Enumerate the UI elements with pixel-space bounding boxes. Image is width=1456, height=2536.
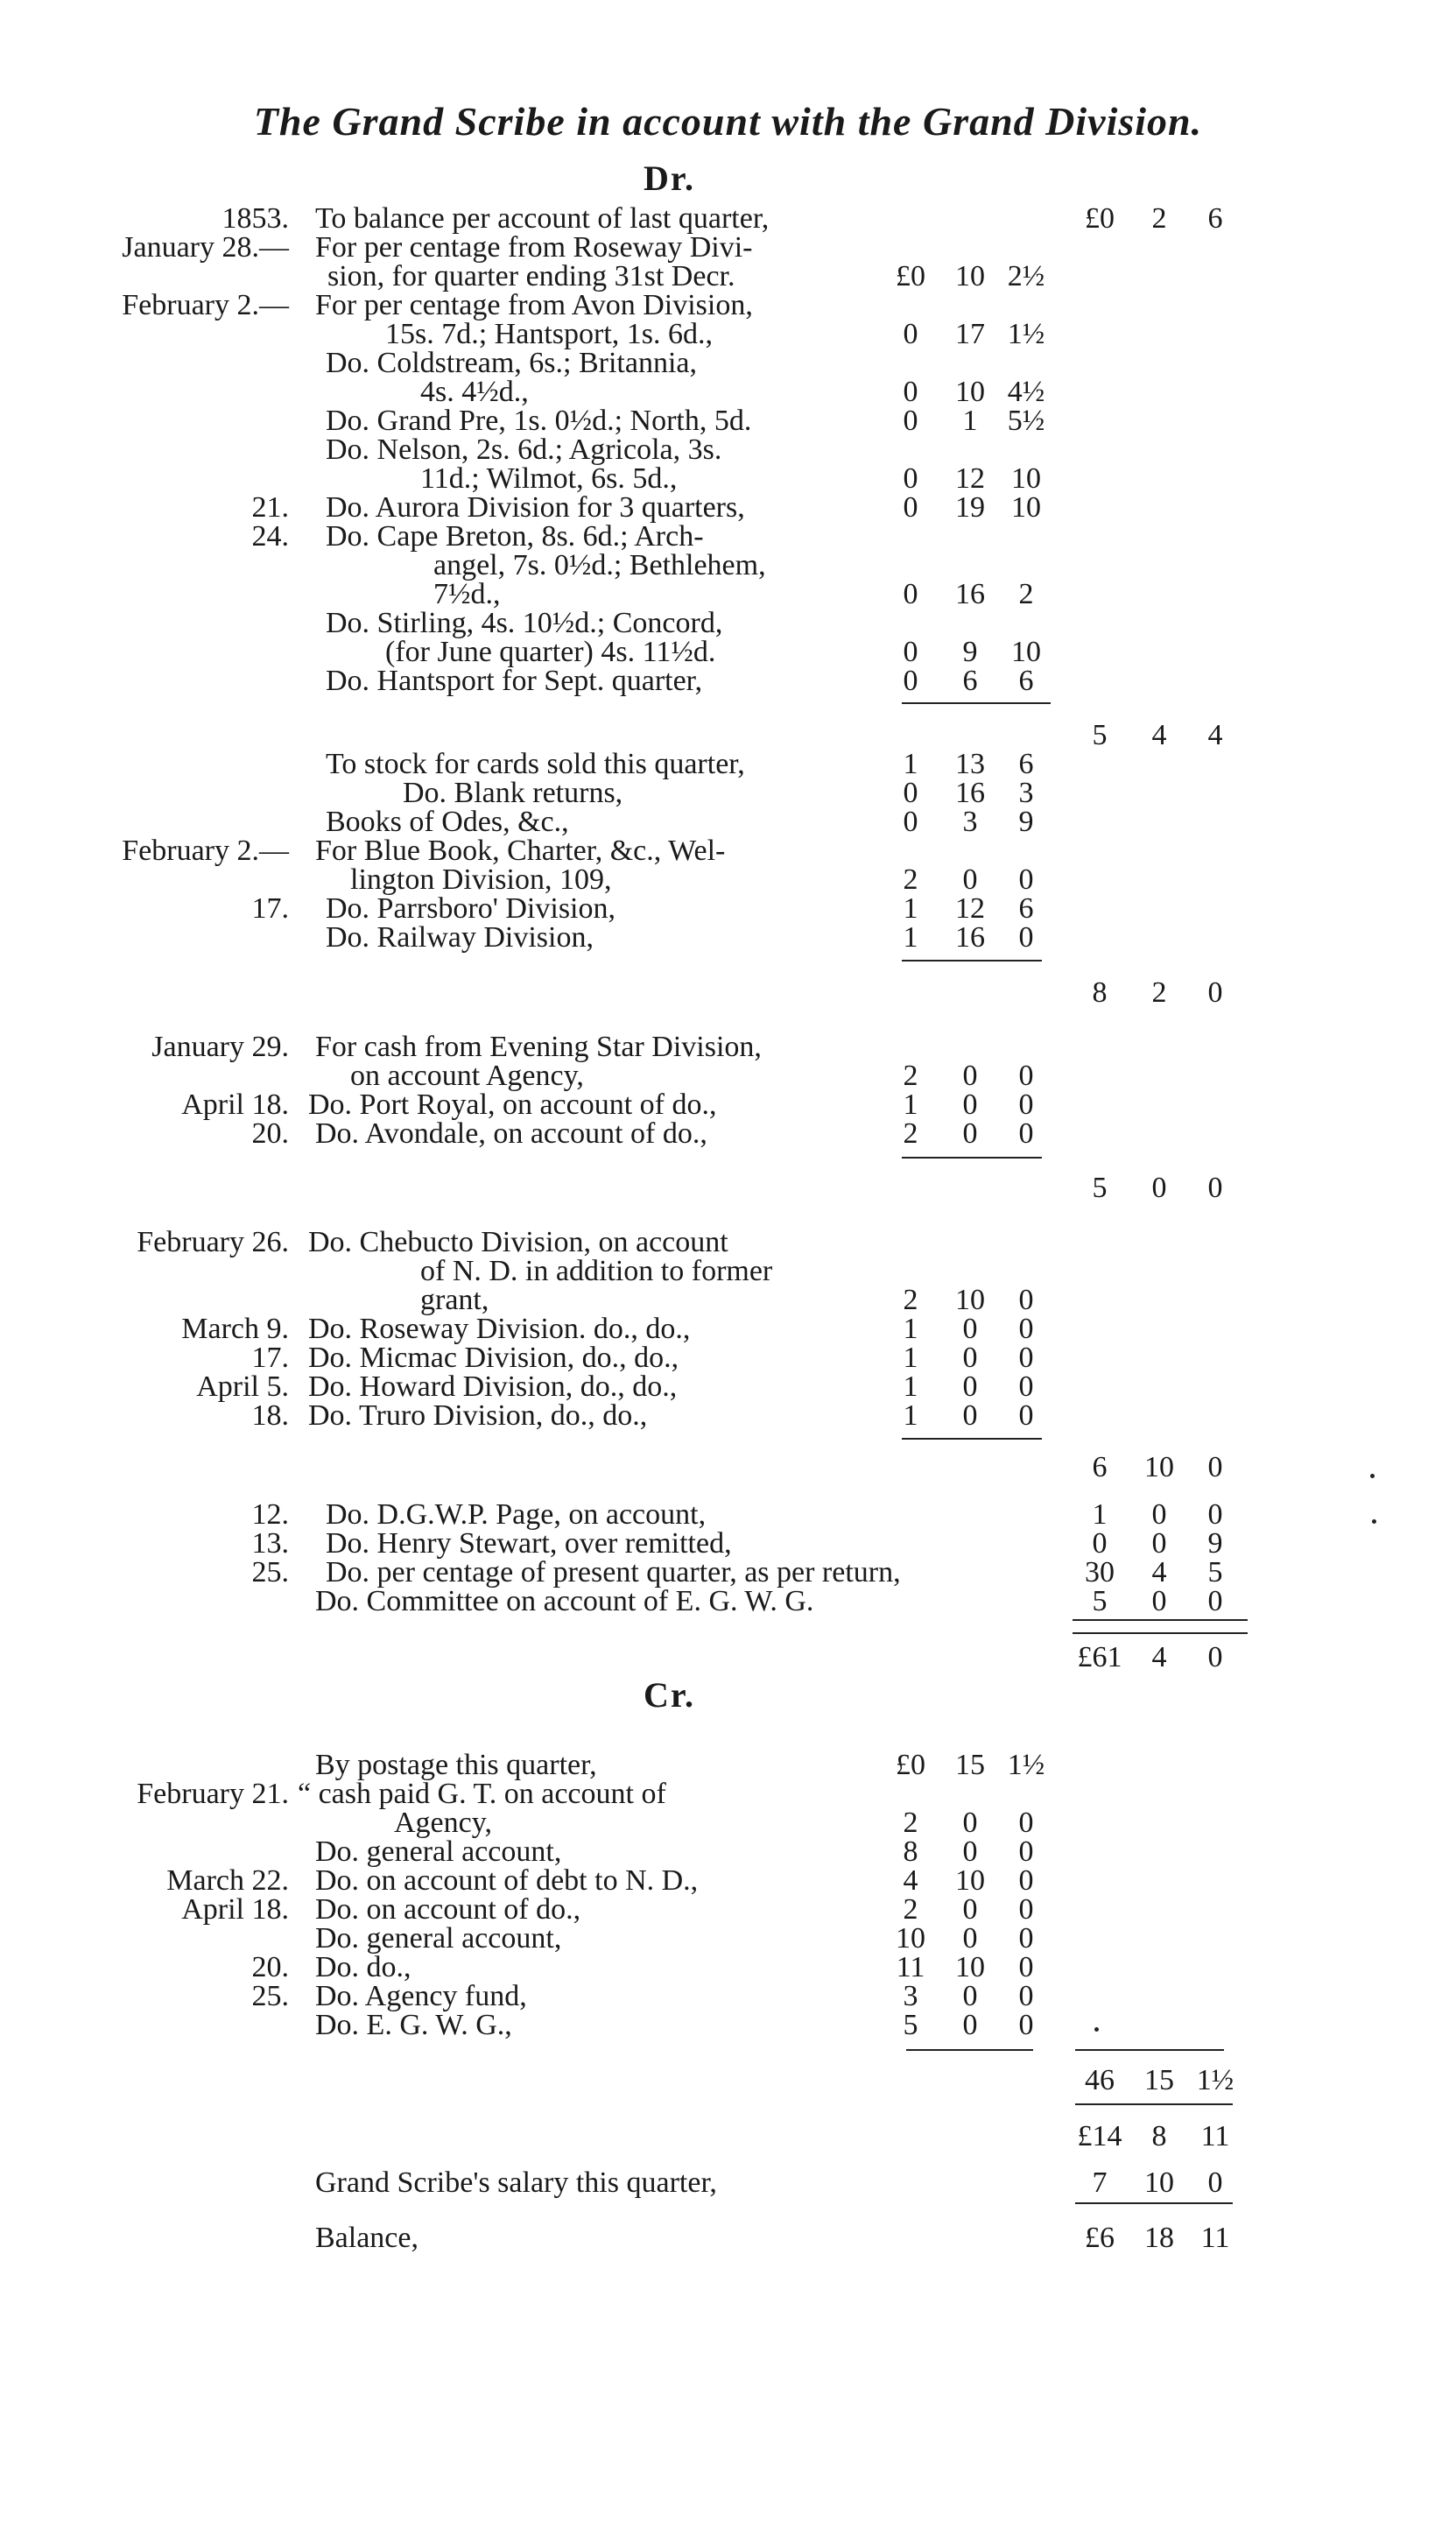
entry-description: For per centage from Roseway Divi-: [315, 231, 753, 264]
amount-shillings: 16: [955, 921, 985, 954]
amount-pounds: 0: [903, 491, 918, 524]
entry-date: 21.: [251, 491, 289, 524]
total-pence: 0: [1207, 1451, 1223, 1483]
amount-pence: 5½: [1007, 405, 1045, 437]
ink-speck: [1370, 1474, 1375, 1478]
entry-description: 4s. 4½d.,: [420, 376, 529, 408]
entry-description: Do. Stirling, 4s. 10½d.; Concord,: [326, 607, 723, 639]
total-shillings: 10: [1144, 2166, 1174, 2199]
entry-date: 20.: [251, 1117, 289, 1150]
total-shillings: 4: [1151, 1641, 1167, 1673]
amount-pounds: 2: [903, 1893, 918, 1926]
amount-pence: 0: [1018, 1284, 1034, 1316]
entry-description: Do. Parrsboro' Division,: [326, 892, 616, 925]
entry-description: sion, for quarter ending 31st Decr.: [327, 260, 735, 292]
entry-date: February 26.: [137, 1226, 289, 1258]
entry-description: Do. on account of do.,: [315, 1893, 581, 1926]
total-pence: 4: [1207, 719, 1223, 751]
entry-description: Do. per centage of present quarter, as per return,: [326, 1556, 901, 1589]
amount-pounds: 2: [903, 1060, 918, 1092]
entry-date: April 18.: [181, 1893, 289, 1926]
amount-pounds: 1: [903, 1342, 918, 1374]
amount-shillings: 0: [962, 1313, 978, 1345]
entry-description: By postage this quarter,: [315, 1749, 597, 1781]
entry-description: Do. Blank returns,: [403, 777, 623, 809]
amount-pounds: 0: [903, 376, 918, 408]
amount-pounds: 1: [903, 921, 918, 954]
total-pence: 0: [1207, 1498, 1223, 1531]
entry-description: Do. Hantsport for Sept. quarter,: [326, 665, 703, 697]
entry-description: Do. Micmac Division, do., do.,: [308, 1342, 679, 1374]
sum-rule: [1073, 1619, 1248, 1621]
total-pence: 0: [1207, 1585, 1223, 1617]
total-shillings: 0: [1151, 1585, 1167, 1617]
entry-description: Grand Scribe's salary this quarter,: [315, 2166, 717, 2199]
amount-pounds: 1: [903, 1370, 918, 1403]
entry-description: of N. D. in addition to former: [420, 1255, 773, 1287]
amount-pence: 10: [1011, 491, 1041, 524]
amount-shillings: 10: [955, 1284, 985, 1316]
entry-description: Do. Cape Breton, 8s. 6d.; Arch-: [326, 520, 704, 553]
amount-shillings: 16: [955, 777, 985, 809]
entry-description: Do. Grand Pre, 1s. 0½d.; North, 5d.: [326, 405, 752, 437]
entry-date: April 5.: [196, 1370, 289, 1403]
amount-shillings: 9: [962, 636, 978, 668]
total-pounds: 0: [1092, 1527, 1108, 1560]
amount-shillings: 16: [955, 578, 985, 610]
amount-pounds: 2: [903, 1284, 918, 1316]
amount-pence: 9: [1018, 806, 1034, 838]
entry-date: 24.: [251, 520, 289, 553]
total-pence: 0: [1207, 1172, 1223, 1204]
amount-pounds: 8: [903, 1835, 918, 1868]
total-pounds: 7: [1092, 2166, 1108, 2199]
total-pence: 0: [1207, 2166, 1223, 2199]
amount-shillings: 6: [962, 665, 978, 697]
amount-pounds: 4: [903, 1864, 918, 1897]
entry-date: 17.: [251, 1342, 289, 1374]
entry-description: 15s. 7d.; Hantsport, 1s. 6d.,: [385, 318, 713, 350]
entry-description: To stock for cards sold this quarter,: [326, 748, 745, 780]
amount-shillings: 10: [955, 1951, 985, 1983]
total-shillings: 2: [1151, 202, 1167, 235]
entry-description: “ cash paid G. T. on account of: [298, 1778, 666, 1810]
sum-rule: [1073, 1632, 1248, 1634]
amount-pence: 10: [1011, 462, 1041, 495]
amount-shillings: 12: [955, 462, 985, 495]
entry-date: March 9.: [181, 1313, 289, 1345]
total-pence: 1½: [1196, 2064, 1234, 2096]
amount-pounds: 5: [903, 2009, 918, 2041]
amount-pence: 0: [1018, 1399, 1034, 1432]
amount-pence: 2½: [1007, 260, 1045, 292]
amount-shillings: 1: [962, 405, 978, 437]
amount-pence: 4½: [1007, 376, 1045, 408]
amount-pounds: £0: [896, 1749, 925, 1781]
total-shillings: 2: [1151, 976, 1167, 1009]
entry-description: Do. Coldstream, 6s.; Britannia,: [326, 347, 698, 379]
entry-description: (for June quarter) 4s. 11½d.: [385, 636, 716, 668]
page-title: The Grand Scribe in account with the Grand Division.: [253, 99, 1203, 144]
total-pounds: 8: [1092, 976, 1108, 1009]
amount-pounds: 2: [903, 863, 918, 896]
amount-pounds: 1: [903, 1088, 918, 1121]
amount-pence: 0: [1018, 1807, 1034, 1839]
entry-date: February 21.: [137, 1778, 289, 1810]
entry-date: 12.: [251, 1498, 289, 1531]
total-shillings: 0: [1151, 1172, 1167, 1204]
amount-pence: 0: [1018, 1893, 1034, 1926]
amount-shillings: 0: [962, 1117, 978, 1150]
total-pence: 11: [1200, 2222, 1230, 2254]
ink-speck: [1372, 1519, 1376, 1524]
entry-description: Do. D.G.W.P. Page, on account,: [326, 1498, 707, 1531]
entry-date: January 28.—: [122, 231, 289, 264]
entry-date: April 18.: [181, 1088, 289, 1121]
amount-pence: 1½: [1007, 1749, 1045, 1781]
amount-pence: 0: [1018, 1980, 1034, 2012]
entry-description: Books of Odes, &c.,: [326, 806, 569, 838]
amount-pounds: 3: [903, 1980, 918, 2012]
entry-description: angel, 7s. 0½d.; Bethlehem,: [433, 549, 766, 581]
entry-description: Do. Nelson, 2s. 6d.; Agricola, 3s.: [326, 433, 722, 466]
amount-shillings: 10: [955, 1864, 985, 1897]
total-pence: 11: [1200, 2120, 1230, 2152]
total-shillings: 10: [1144, 1451, 1174, 1483]
sum-rule: [1075, 2202, 1233, 2204]
amount-pence: 0: [1018, 1922, 1034, 1955]
amount-pence: 6: [1018, 892, 1034, 925]
sum-rule: [902, 960, 1042, 962]
amount-pence: 0: [1018, 1342, 1034, 1374]
total-pounds: 5: [1092, 1585, 1108, 1617]
amount-pence: 6: [1018, 748, 1034, 780]
amount-shillings: 0: [962, 1980, 978, 2012]
amount-shillings: 19: [955, 491, 985, 524]
amount-shillings: 0: [962, 1399, 978, 1432]
amount-pence: 0: [1018, 1313, 1034, 1345]
entry-description: Agency,: [394, 1807, 493, 1839]
amount-pounds: 0: [903, 806, 918, 838]
entry-description: Do. general account,: [315, 1835, 562, 1868]
entry-date: 1853.: [222, 202, 289, 235]
credit-heading: Cr.: [644, 1675, 695, 1715]
amount-pence: 0: [1018, 1370, 1034, 1403]
entry-description: 11d.; Wilmot, 6s. 5d.,: [420, 462, 678, 495]
entry-description: Do. Aurora Division for 3 quarters,: [326, 491, 745, 524]
amount-shillings: 15: [955, 1749, 985, 1781]
total-pounds: 6: [1092, 1451, 1108, 1483]
entry-description: Do. Railway Division,: [326, 921, 594, 954]
total-pence: 9: [1207, 1527, 1223, 1560]
entry-description: Do. Avondale, on account of do.,: [315, 1117, 707, 1150]
entry-description: Do. Agency fund,: [315, 1980, 527, 2012]
amount-shillings: 0: [962, 863, 978, 896]
total-pounds: 5: [1092, 1172, 1108, 1204]
amount-pence: 0: [1018, 1088, 1034, 1121]
entry-date: January 29.: [151, 1031, 289, 1063]
entry-description: Do. on account of debt to N. D.,: [315, 1864, 699, 1897]
sum-rule: [1075, 2049, 1224, 2051]
amount-pounds: 2: [903, 1807, 918, 1839]
amount-pence: 6: [1018, 665, 1034, 697]
amount-pounds: 0: [903, 777, 918, 809]
amount-pounds: £0: [896, 260, 925, 292]
amount-shillings: 0: [962, 1370, 978, 1403]
total-pounds: 1: [1092, 1498, 1108, 1531]
entry-date: 20.: [251, 1951, 289, 1983]
entry-date: 25.: [251, 1980, 289, 2012]
total-pounds: £6: [1085, 2222, 1115, 2254]
amount-pounds: 2: [903, 1117, 918, 1150]
total-shillings: 0: [1151, 1498, 1167, 1531]
amount-pounds: 1: [903, 1399, 918, 1432]
amount-pence: 0: [1018, 1864, 1034, 1897]
amount-pounds: 0: [903, 665, 918, 697]
amount-pounds: 0: [903, 636, 918, 668]
entry-description: Do. Henry Stewart, over remitted,: [326, 1527, 732, 1560]
total-pounds: £14: [1077, 2120, 1122, 2152]
amount-shillings: 10: [955, 376, 985, 408]
amount-pounds: 1: [903, 748, 918, 780]
amount-pounds: 1: [903, 892, 918, 925]
sum-rule: [906, 2049, 1033, 2051]
total-pounds: £0: [1085, 202, 1115, 235]
sum-rule: [902, 702, 1051, 704]
total-pence: 0: [1207, 1641, 1223, 1673]
amount-shillings: 0: [962, 1088, 978, 1121]
entry-description: Do. do.,: [315, 1951, 411, 1983]
total-shillings: 0: [1151, 1527, 1167, 1560]
entry-date: 18.: [251, 1399, 289, 1432]
entry-description: For Blue Book, Charter, &c., Wel-: [315, 835, 726, 867]
amount-shillings: 13: [955, 748, 985, 780]
total-pounds: £61: [1077, 1641, 1122, 1673]
amount-pence: 0: [1018, 863, 1034, 896]
entry-description: For per centage from Avon Division,: [315, 289, 753, 321]
amount-shillings: 0: [962, 1807, 978, 1839]
total-shillings: 4: [1151, 1556, 1167, 1589]
amount-pence: 1½: [1007, 318, 1045, 350]
amount-pounds: 11: [896, 1951, 925, 1983]
amount-shillings: 0: [962, 2009, 978, 2041]
entry-date: February 2.—: [122, 835, 289, 867]
ink-speck: [1094, 2027, 1099, 2032]
entry-date: 13.: [251, 1527, 289, 1560]
total-pounds: 30: [1085, 1556, 1115, 1589]
entry-description: For cash from Evening Star Division,: [315, 1031, 762, 1063]
total-shillings: 4: [1151, 719, 1167, 751]
amount-pounds: 10: [896, 1922, 925, 1955]
entry-description: Do. Howard Division, do., do.,: [308, 1370, 678, 1403]
amount-shillings: 0: [962, 1893, 978, 1926]
amount-pounds: 0: [903, 405, 918, 437]
entry-description: To balance per account of last quarter,: [315, 202, 770, 235]
amount-pence: 0: [1018, 1835, 1034, 1868]
entry-description: Do. general account,: [315, 1922, 562, 1955]
amount-pounds: 1: [903, 1313, 918, 1345]
amount-pence: 0: [1018, 2009, 1034, 2041]
amount-pounds: 0: [903, 578, 918, 610]
total-pence: 5: [1207, 1556, 1223, 1589]
entry-description: on account Agency,: [350, 1060, 584, 1092]
amount-shillings: 12: [955, 892, 985, 925]
sum-rule: [1075, 2103, 1233, 2105]
entry-description: Do. Chebucto Division, on account: [308, 1226, 728, 1258]
entry-description: Do. E. G. W. G.,: [315, 2009, 512, 2041]
amount-pence: 0: [1018, 921, 1034, 954]
entry-description: Do. Port Royal, on account of do.,: [308, 1088, 717, 1121]
amount-shillings: 17: [955, 318, 985, 350]
entry-date: 17.: [251, 892, 289, 925]
amount-pence: 10: [1011, 636, 1041, 668]
amount-shillings: 10: [955, 260, 985, 292]
entry-description: 7½d.,: [433, 578, 501, 610]
entry-date: 25.: [251, 1556, 289, 1589]
entry-description: Do. Roseway Division. do., do.,: [308, 1313, 691, 1345]
amount-shillings: 0: [962, 1060, 978, 1092]
sum-rule: [902, 1438, 1042, 1440]
amount-shillings: 0: [962, 1342, 978, 1374]
entry-description: Balance,: [315, 2222, 419, 2254]
entry-description: Do. Truro Division, do., do.,: [308, 1399, 648, 1432]
amount-pence: 0: [1018, 1951, 1034, 1983]
total-shillings: 15: [1144, 2064, 1174, 2096]
amount-pence: 3: [1018, 777, 1034, 809]
total-shillings: 18: [1144, 2222, 1174, 2254]
amount-pence: 0: [1018, 1117, 1034, 1150]
entry-description: Do. Committee on account of E. G. W. G.: [315, 1585, 814, 1617]
total-shillings: 8: [1151, 2120, 1167, 2152]
amount-shillings: 0: [962, 1922, 978, 1955]
amount-shillings: 0: [962, 1835, 978, 1868]
entry-date: March 22.: [166, 1864, 289, 1897]
entry-description: grant,: [420, 1284, 489, 1316]
amount-pounds: 0: [903, 318, 918, 350]
debit-heading: Dr.: [644, 158, 695, 198]
amount-pence: 0: [1018, 1060, 1034, 1092]
sum-rule: [902, 1157, 1042, 1159]
amount-pence: 2: [1018, 578, 1034, 610]
total-pounds: 5: [1092, 719, 1108, 751]
amount-shillings: 3: [962, 806, 978, 838]
amount-pounds: 0: [903, 462, 918, 495]
total-pence: 0: [1207, 976, 1223, 1009]
total-pounds: 46: [1085, 2064, 1115, 2096]
total-pence: 6: [1207, 202, 1223, 235]
entry-description: lington Division, 109,: [350, 863, 612, 896]
entry-date: February 2.—: [122, 289, 289, 321]
